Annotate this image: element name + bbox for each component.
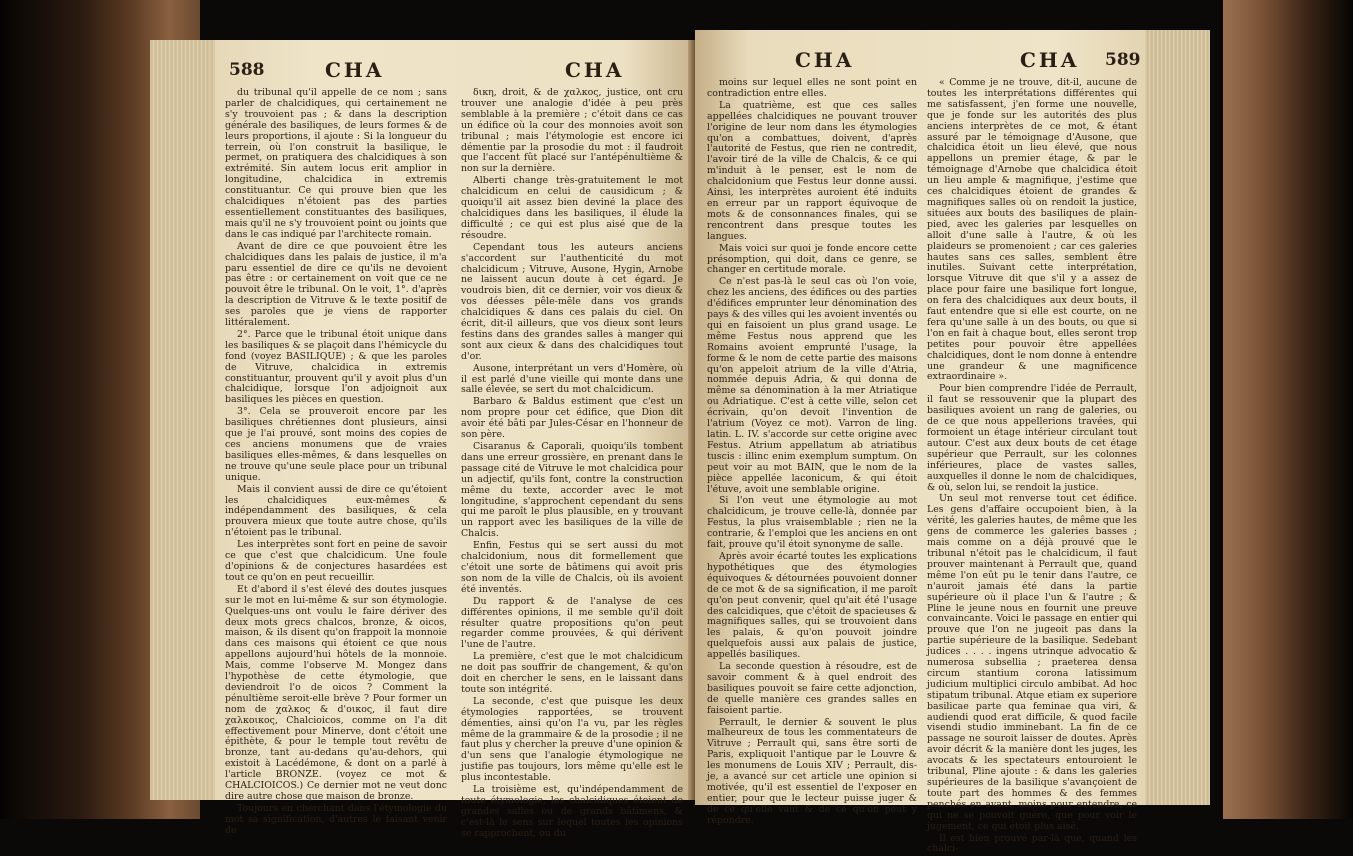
paragraph: Avant de dire ce que pouvoient être les chalcidiques dans les palais de justice, il m'a paru essentiel de dire ce qu'ils ne devoient pas être : or certainement on voit que ce ne pouvoit être le tribunal. On le voit, 1°. d'après la description de Vitruve & le texte positif de ses paroles que je viens de rapporter littéralement. bbox=[225, 240, 447, 329]
paragraph: Enfin, Festus qui se sert aussi du mot chalcidonium, nous dit formellement que c'étoit une sorte de bâtimens qui avoit pris son nom de la ville de Chalcis, où ils avoient été inventés. bbox=[461, 540, 683, 595]
book-cover-right bbox=[1223, 0, 1353, 819]
paragraph: La quatrième, est que ces salles appellées chalcidiques ne pouvant trouver l'origine de leur nom dans les étymologies qu'on a combattues, doivent, d'après l'autorité de Festus, que rien ne contredit, l'avoir tiré de la ville de Chalcis, & ce qui m'induit à le penser, est le nom de chalcidonium que Festus leur donne aussi. Ainsi, les interprètes auroient été induits en erreur par un rapport équivoque de mots & de consonnances finales, qui se rencontrent dans presque toutes les langues. bbox=[707, 99, 917, 242]
paragraph: Cependant tous les auteurs anciens s'accordent sur l'authenticité du mot chalcidicum ; Vitruve, Ausone, Hygin, Arnobe ne laissent aucun doute à cet égard. Je voudrois bien, dit ce dernier, voir vos dieux & vos déesses pêle-mêle dans vos grands chalcidiques & dans ces palais du ciel. On écrit, dit-il ailleurs, que vos dieux sont leurs festins dans des grandes salles à manger qui sont aux cieux & dans des chalcidiques tout d'or. bbox=[461, 241, 683, 362]
paragraph: 3°. Cela se prouveroit encore par les basiliques chrétiennes dont plusieurs, ainsi que je l'ai prouvé, sont moins des copies de ces anciens monumens que de vraies basiliques elles-mêmes, & dans lesquelles on ne trouve qu'une seule place pour un tribunal unique. bbox=[225, 406, 447, 483]
left-header-col2: CHA bbox=[565, 58, 625, 82]
left-page bbox=[215, 40, 695, 839]
paragraph: Barbaro & Baldus estiment que c'est un nom propre pour cet édifice, que Dion dit avoir été bâti par Jules-César en l'honneur de son père. bbox=[461, 396, 683, 441]
paragraph: Cisaranus & Caporali, quoiqu'ils tombent dans une erreur grossière, en prenant dans le passage cité de Vitruve le mot chalcidica pour un adjectif, qu'ils font, contre la construction même du texte, accorder avec le mot longitudine, s'approchent cependant du sens qui me paroît le plus plausible, en y trouvant un rapport avec les basiliques de la ville de Chalcis. bbox=[461, 441, 683, 540]
paragraph: Si l'on veut une étymologie au mot chalcidicum, je trouve celle-là, donnée par Festus, la plus vraisemblable ; rien ne la contrarie, & l'emploi que les anciens en ont fait, prouve qu'il étoit synonyme de salle. bbox=[707, 495, 917, 551]
paragraph: Après avoir écarté toutes les explications hypothétiques que des étymologies équivoques & détournées pouvoient donner de ce mot & de sa signification, il me paroît qu'on peut convenir, quel qu'ait été l'usage des calcidiques, que c'étoit de spacieuses & magnifiques salles, qui se trouvoient dans les palais, & qu'on pouvoit joindre quelquefois aussi aux palais de justice, appellés basiliques. bbox=[707, 550, 917, 661]
paragraph: Ausone, interprétant un vers d'Homère, où il est parlé d'une vieille qui monte dans une salle élevée, se sert du mot chalcidicum. bbox=[461, 362, 683, 396]
paragraph: Du rapport & de l'analyse de ces différentes opinions, il me semble qu'il doit résulter quatre propositions qu'on peut regarder comme prouvées, & qui dérivent l'une de l'autre. bbox=[461, 595, 683, 651]
right-page bbox=[695, 30, 1145, 855]
paragraph: Ce n'est pas-là le seul cas où l'on voie, chez les anciens, des édifices ou des parties d'édifices emprunter leur dénomination des pays & des villes qui les avoient inventés ou qui en faisoient un plus grand usage. Le même Festus nous apprend que les Romains avoient emprunté l'usage, la forme & le nom de cette partie des maisons qu'on appeloit atrium de la ville d'Atria, nommée depuis Adria, & qui donna de même sa dénomination à la mer Atriatique ou Adriatique. C'est à cette ville, selon cet écrivain, qu'on devoit l'invention de l'atrium (Voyez ce mot). Varron de ling. latin. L. IV. s'accorde sur cette origine avec Festus. Atrium appellatum ab atriatibus tuscis : illinc enim exemplum sumptum. On peut voir au mot BAIN, que le nom de la pièce appellée laconicum, & qui étoit l'étuve, avoit une semblable origine. bbox=[707, 276, 917, 495]
left-header-col1: CHA bbox=[325, 58, 385, 82]
paragraph: La troisième est, qu'indépendamment de toute étymologie, les chalcidiques étoient de grandes salles ou de grands bâtimens, & c'est-là le sens sur lequel toutes les opinions se rapprochent, ou du bbox=[461, 784, 683, 839]
right-header-col1: CHA bbox=[795, 48, 855, 72]
left-page-number: 588 bbox=[229, 60, 265, 80]
paragraph: Mais voici sur quoi je fonde encore cette présomption, qui doit, dans ce genre, se changer en certitude morale. bbox=[707, 242, 917, 276]
paragraph: Et d'abord il s'est élevé des doutes jusques sur le mot en lui-même & sur son étymologie. Quelques-uns ont voulu le faire dériver des deux mots grecs chalcos, bronze, & oicos, maison, & ils disent qu'on frappoit la monnoie dans ces maisons qui étoient ce que nous appellons aujourd'hui hôtels de la monnoie. Mais, comme l'observe M. Mongez dans l'hypothèse de cette étymologie, que deviendroit l'o de oicos ? Comment la pénultième seroit-elle brève ? Pour former un nom de χαλκος & d'οικος, il faut dire χαλκοικος, Chalcioicos, comme on l'a dit effectivement pour Minerve, dont c'étoit une épithète, & pour le temple tout revêtu de bronze, tant au-dedans qu'au-dehors, qui existoit à Lacédémone, & dont on a parlé à l'article BRONZE. (voyez ce mot & CHALCIOICOS.) Ce dernier mot ne veut donc dire autre chose que maison de bronze. bbox=[225, 583, 447, 802]
paragraph: moins sur lequel elles ne sont point en contradiction entre elles. bbox=[707, 77, 917, 99]
right-column-1 bbox=[707, 78, 917, 828]
paragraph: Toujours en cherchant dans l'étymologie du mot sa signification, d'autres le faisant venir de bbox=[225, 802, 447, 836]
right-header-col2: CHA bbox=[1020, 48, 1080, 72]
paragraph: du tribunal qu'il appelle de ce nom ; sans parler de chalcidiques, qui certainement ne s'y trouvoient pas ; & dans la description générale des basiliques, de leurs formes & de leurs proportions, il ajoute : Si la longueur du terrein, où l'on construit la basilique, le permet, on pratiquera des chalcidiques à son extrémité. Sin autem locus erit amplior in longitudine, chalcidica in extremis constituantur. Ce qui prouve bien que les chalcidiques n'étoient pas des parties essentiellement constituantes des basiliques, mais qu'il ne s'y trouvoient point ou joints que dans le cas indiqué par l'architecte romain. bbox=[225, 87, 447, 240]
paragraph: La première, c'est que le mot chalcidicum ne doit pas souffrir de changement, & qu'on doit en chercher le sens, en le laissant dans toute son intégrité. bbox=[461, 651, 683, 695]
right-page-number: 589 bbox=[1105, 50, 1141, 70]
paragraph: Pour bien comprendre l'idée de Perrault, il faut se ressouvenir que la plupart des basiliques avoient un rang de galeries, ou de ce que nous appellerions travées, qui formoient un étage intérieur circulant tout autour. C'est aux deux bouts de cet étage supérieur que Perrault, sur les colonnes inférieures, place de vastes salles, auxquelles il donne le nom de chalcidiques, & où, selon lui, se rendoit la justice. bbox=[927, 383, 1137, 493]
paragraph: Les interprètes sont fort en peine de savoir ce que c'est que chalcidicum. Une foule d'opinions & de conjectures hasardées est tout ce qu'on en peut recueillir. bbox=[225, 539, 447, 583]
left-column-1 bbox=[225, 88, 447, 838]
paragraph: Un seul mot renverse tout cet édifice. Les gens d'affaire occupoient bien, à la vérité, les galeries hautes, de même que les gens de commerce les galeries basses ; mais comme on a déjà prouvé que le tribunal n'étoit pas le chalcidicum, il faut prouver maintenant à Perrault que, quand même l'on eût pu le tenir dans l'autre, ce n'auroit jamais été dans la partie supérieure où il place l'un & l'autre ; & Pline le jeune nous en fournit une preuve convaincante. Voici le passage en entier qui prouve que l'on ne jugeoit pas dans la partie supérieure de la basilique. Sedebant judices . . . . ingens utrinque advocatio & numerosa subsellia ; praeterea densa circum stantium corona latissimum judicium multiplici circulo ambibat. Ad hoc stipatum tribunal. Atque etiam ex superiore basilicae parte qua feminae qua viri, & audiendi quod erat difficile, & quod facile visendi studio imminebant. La fin de ce passage ne souroit laisser de doutes. Après avoir décrit & la manière dont les juges, les avocats & les spectateurs entouroient le tribunal, Pline ajoute : & dans les galeries supérieures de la basilique s'avançoient de toute part des hommes & des femmes penchés en avant, moins pour entendre, ce qui ne se pouvoit guère, que pour voir le jugement, ce qui étoit plus aisé. bbox=[927, 493, 1137, 832]
paragraph: La seconde, c'est que puisque les deux étymologies rapportées, se trouvent démenties, ainsi qu'on l'a vu, par les règles même de la grammaire & de la prosodie ; il ne faut plus y chercher la preuve d'une opinion & d'un sens que l'analogie étymologique ne justifie pas toujours, lors même qu'elle est le plus incontestable. bbox=[461, 695, 683, 784]
paragraph: Il est bien prouvé par-là que, quand les chalci- bbox=[927, 832, 1137, 855]
paragraph: La seconde question à résoudre, est de savoir comment & à quel endroit des basiliques pouvoit se faire cette adjonction, de quelle manière ces grandes salles en faisoient partie. bbox=[707, 661, 917, 716]
paragraph: 2°. Parce que le tribunal étoit unique dans les basiliques & se plaçoit dans l'hémicycle du fond (voyez BASILIQUE) ; & que les paroles de Vitruve, chalcidica in extremis constituantur, prouvent qu'il y avoit plus d'un chalcidique, lorsque l'on adjoignoit aux basiliques les pièces en question. bbox=[225, 328, 447, 406]
left-column-2 bbox=[461, 88, 683, 841]
paragraph: Perrault, le dernier & souvent le plus malheureux de tous les commentateurs de Vitruve ; Perrault qui, sans être sorti de Paris, expliquoit l'antique par le Louvre & les monumens de Louis XIV ; Perrault, dis-je, a avancé sur cet article une opinion si motivée, qu'il est essentiel de l'exposer en entier, pour que le lecteur puisse juger & de ce qu'elle vaut & de ce qu'on peut y répondre. bbox=[707, 716, 917, 826]
paragraph: δικη, droit, & de χαλκος, justice, ont cru trouver une analogie d'idée à peu près semblable à la première ; c'étoit dans ce cas un édifice où la cour des monnoies avoit son tribunal ; mais l'étymologie est encore ici démentie par la prosodie du mot : il faudroit que l'accent fût placé sur l'antépénultième & non sur la dernière. bbox=[461, 87, 683, 175]
paragraph: Mais il convient aussi de dire ce qu'étoient les chalcidiques eux-mêmes & indépendamment des basiliques, & cela prouvera mieux que toute autre chose, qu'ils n'étoient pas le tribunal. bbox=[225, 483, 447, 539]
page-stack-left bbox=[150, 40, 225, 800]
paragraph: « Comme je ne trouve, dit-il, aucune de toutes les interprétations différentes qui me satisfassent, j'en forme une nouvelle, que je fonde sur les autorités des plus anciens interprètes de ce mot, & étant assuré par le témoignage d'Ausone, que chalcidica étoit un lieu élevé, que nous appellons un premier étage, & par le témoignage d'Arnobe que chalcidica étoit un lieu ample & magnifique, j'estime que ces chalcidiques étoient de grandes & magnifiques salles où on rendoit la justice, situées aux bouts des basiliques de plain-pied, avec les galeries par lesquelles on alloit d'une salle à l'autre, & où les plaideurs se promenoient ; car ces galeries hautes sans ces salles, semblent être inutiles. Suivant cette interprétation, lorsque Vitruve dit que s'il y a assez de place pour faire une basilique fort longue, on fera des chalcidiques aux deux bouts, il faut entendre que si elle est courte, on ne fera qu'une salle à un des bouts, ou que si l'on en fait à chaque bout, elles seront trop petites pour pouvoir être appellées chalcidiques, dont le nom donne à entendre une grandeur & une magnificence extraordinaire ». bbox=[927, 77, 1137, 383]
right-column-2 bbox=[927, 78, 1137, 856]
paragraph: Alberti change très-gratuitement le mot chalcidicum en celui de causidicum ; & quoiqu'il ait assez bien deviné la place des chalcidiques dans les basiliques, il élude la difficulté ; ce qui est plus aisé que de la résoudre. bbox=[461, 175, 683, 241]
